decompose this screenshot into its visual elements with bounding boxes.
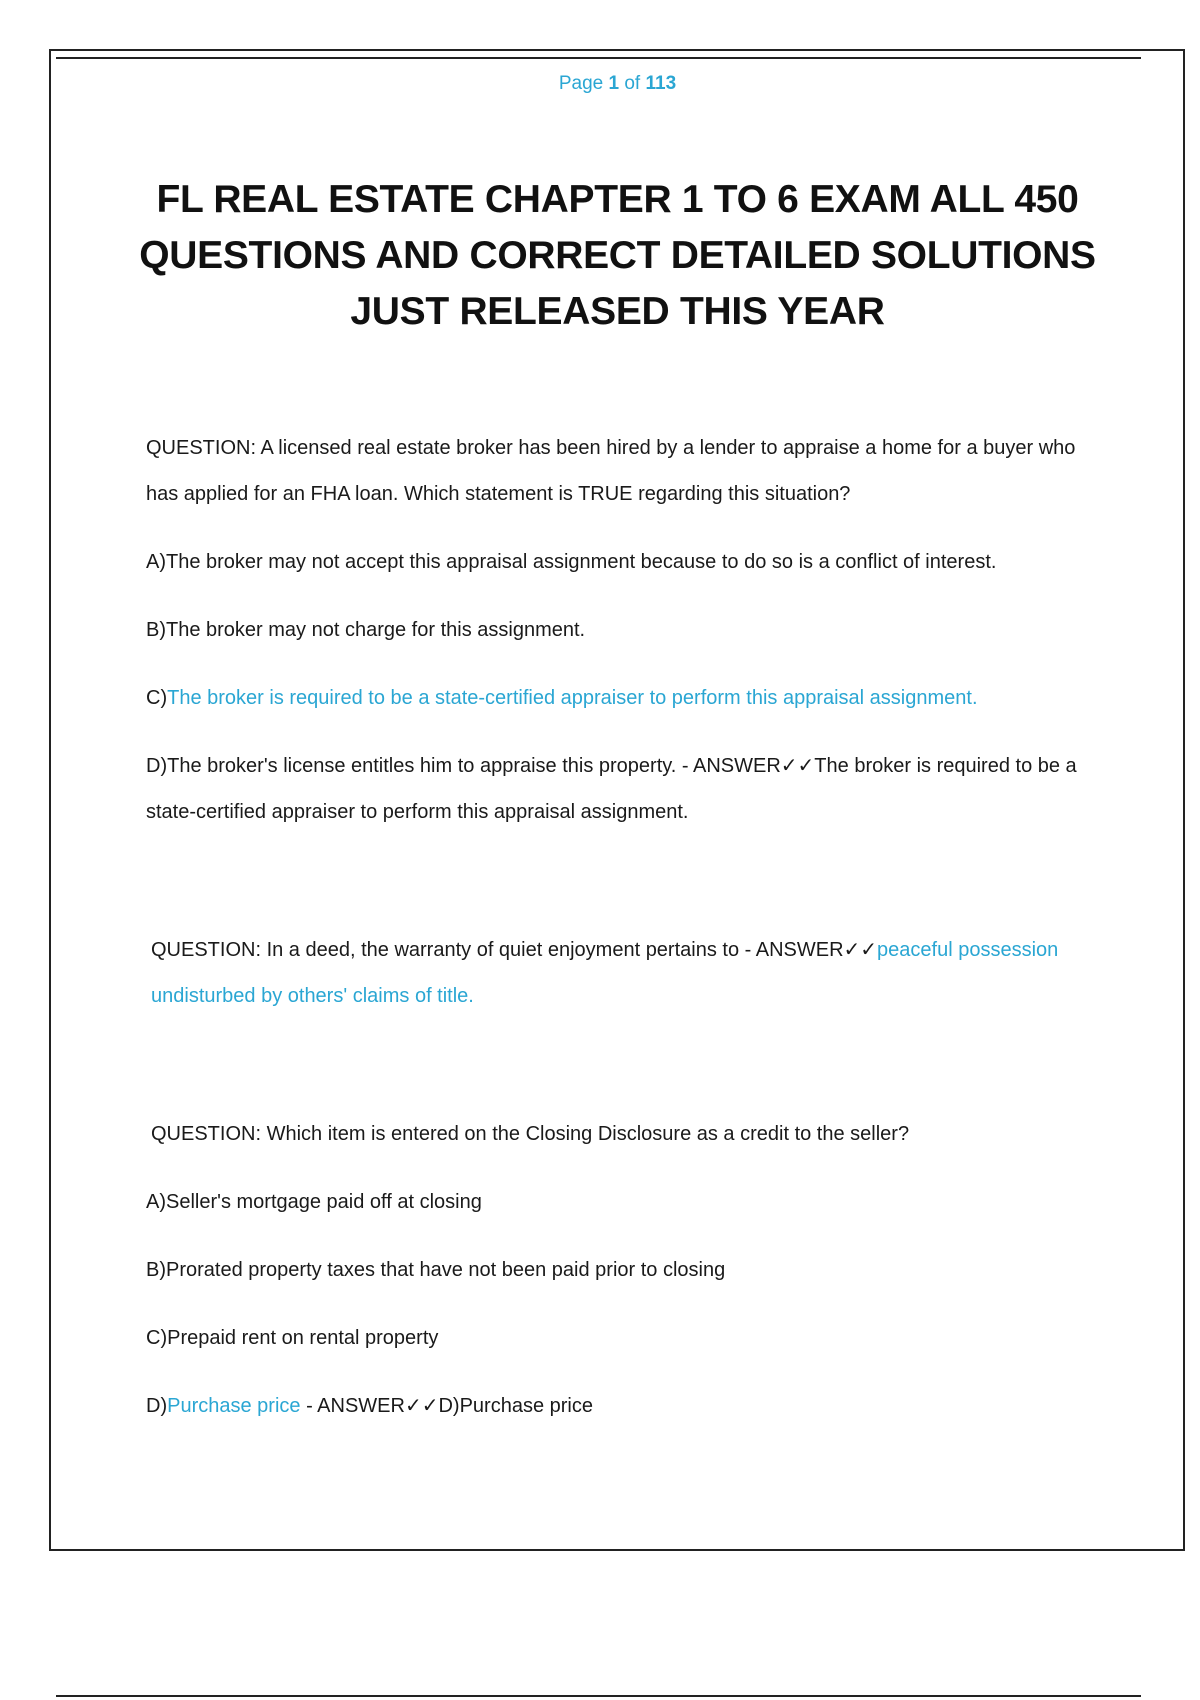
question-1-option-d: D)The broker's license entitles him to appraise this property. - ANSWER✓✓The broker is required to be a state-certified appraiser to perform this appraisal assignment.: [146, 755, 1077, 823]
question-2-text: [146, 927, 1096, 1019]
page-of: of: [624, 73, 641, 94]
question-1-option-a: A)The broker may not accept this appraisal assignment because to do so is a conflict of interest.: [146, 551, 997, 573]
page-total: 113: [645, 73, 677, 94]
document-title: [110, 172, 1125, 340]
page-current: 1: [608, 73, 620, 94]
option-d-highlight: Purchase price: [167, 1395, 301, 1417]
question-3-option-c: C)Prepaid rent on rental property: [146, 1327, 439, 1349]
document-body: [146, 425, 1096, 1429]
question-1-option-c: [146, 675, 1096, 721]
option-d-suffix: - ANSWER✓✓D)Purchase price: [300, 1395, 593, 1417]
title-line-3: JUST RELEASED THIS YEAR: [350, 290, 885, 333]
question-3-text: QUESTION: Which item is entered on the Closing Disclosure as a credit to the seller?: [151, 1123, 910, 1145]
question-3-option-b: B)Prorated property taxes that have not been paid prior to closing: [146, 1259, 726, 1281]
question-1-text: QUESTION: A licensed real estate broker has been hired by a lender to appraise a home for a buyer who has applied for an FHA loan. Which statement is TRUE regarding this situation?: [146, 437, 1076, 505]
bottom-rule: [56, 1695, 1141, 1697]
question-3-option-a: A)Seller's mortgage paid off at closing: [146, 1191, 482, 1213]
question-2-prompt: QUESTION: In a deed, the warranty of quiet enjoyment pertains to - ANSWER✓✓: [151, 939, 878, 961]
page-number: [0, 73, 1200, 95]
option-d-prefix: D): [146, 1395, 168, 1417]
question-2-answer: peaceful possession undisturbed by others' claims of title.: [151, 939, 1059, 1007]
page-prefix: Page: [558, 73, 604, 94]
question-3-option-d: [146, 1383, 1096, 1429]
option-c-highlight: The broker is required to be a state-certified appraiser to perform this appraisal assignment.: [167, 687, 978, 709]
title-line-1: FL REAL ESTATE CHAPTER 1 TO 6 EXAM ALL 450: [156, 178, 1079, 221]
question-1-option-b: B)The broker may not charge for this assignment.: [146, 619, 586, 641]
title-line-2: QUESTIONS AND CORRECT DETAILED SOLUTIONS: [139, 234, 1096, 277]
option-c-prefix: C): [146, 687, 168, 709]
